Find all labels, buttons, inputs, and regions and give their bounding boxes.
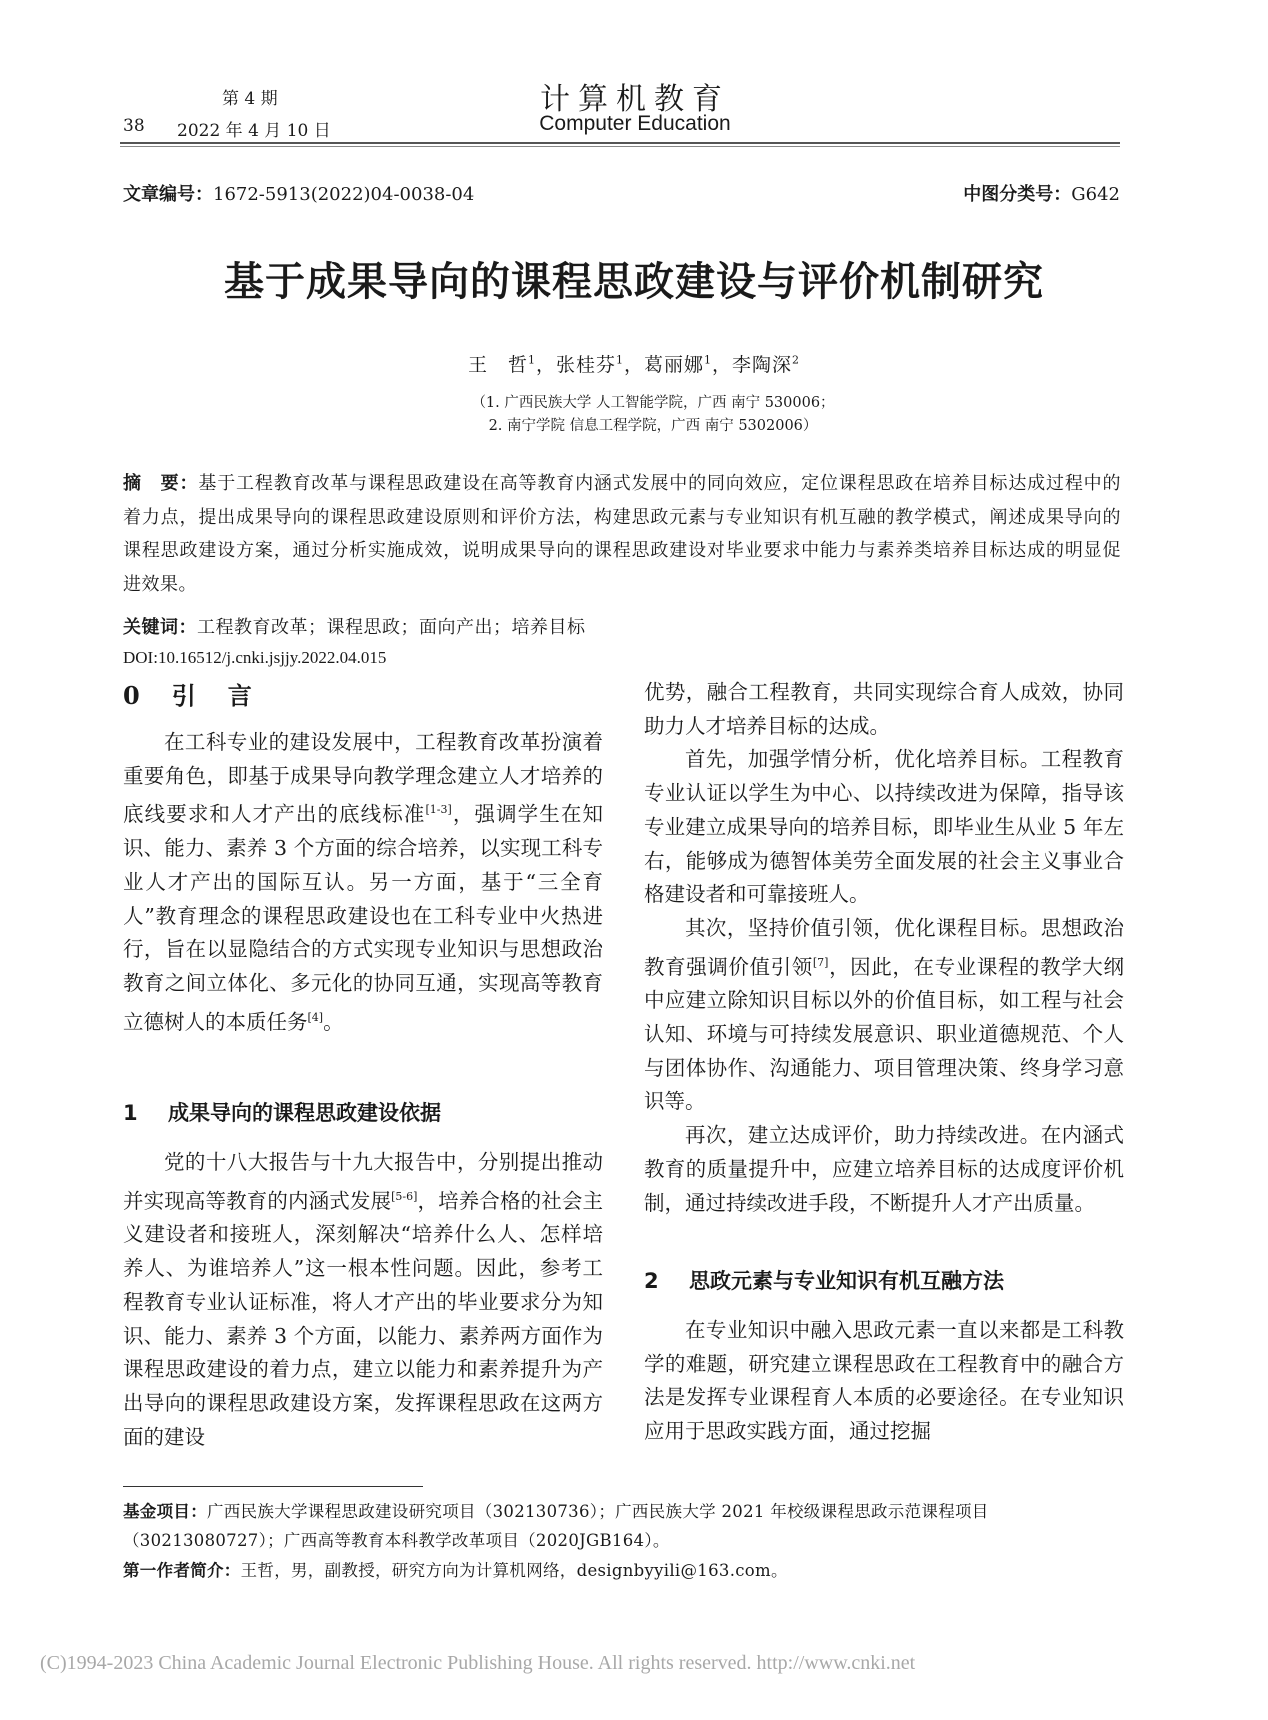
citation: [5-6] <box>391 1189 418 1203</box>
journal-title-cn: 计算机教育 <box>540 82 730 117</box>
section-title: 思政元素与专业知识有机互融方法 <box>689 1269 1004 1293</box>
citation: [4] <box>307 1010 324 1024</box>
paragraph: 优势，融合工程教育，共同实现综合育人成效，协同助力人才培养目标的达成。 <box>644 680 1124 738</box>
paragraph-text: ，培养合格的社会主义建设者和接班人，深刻解决“培养什么人、怎样培养人、为谁培养人”这一根本性问题。因此，参考工程教育专业认证标准，将人才产出的毕业要求分为知识、能力、素养 3 个方面，以能力、素养两方面作为课程思政建设的着力点，建立以能力和素养提升为产出导向的课程思政建设方案，发挥课程思政在这两方面的建设 <box>123 1188 604 1449</box>
header-rule <box>120 142 1120 147</box>
paragraph-text: 。 <box>323 1009 344 1034</box>
author-affiliation-mark: 1 <box>615 353 624 367</box>
funding-text: 广西民族大学课程思政建设研究项目（302130736）；广西民族大学 2021 年校级课程思政示范课程项目（30213080727）；广西高等教育本科教学改革项目（2020JGB164）。 <box>123 1502 989 1550</box>
keywords-label: 关键词： <box>123 617 197 638</box>
section-0-body <box>123 726 603 1039</box>
author-name: 王 哲 <box>467 354 528 376</box>
first-author-note <box>123 1556 1123 1585</box>
paragraph: 首先，加强学情分析，优化培养目标。工程教育专业认证以学生为中心、以持续改进为保障，指导该专业建立成果导向的培养目标，即毕业生从业 5 年左右，能够成为德智体美劳全面发展的社会主义事业合格建设者和可靠接班人。 <box>644 747 1124 907</box>
author-name: 李陶深 <box>732 354 793 376</box>
funding-label: 基金项目： <box>123 1502 207 1521</box>
paragraph-text: ，强调学生在知识、能力、素养 3 个方面的综合培养，以实现工科专业人才产出的国际互认。另一方面，基于“三全育人”教育理念的课程思政建设也在工科专业中火热进行，旨在以显隐结合的方式实现专业知识与思想政治教育之间立体化、多元化的协同互通，实现高等教育立德树人的本质任务 <box>123 802 603 1034</box>
abstract-text: 基于工程教育改革与课程思政建设在高等教育内涵式发展中的同向效应，定位课程思政在培养目标达成过程中的着力点，提出成果导向的课程思政建设原则和评价方法，构建思政元素与专业知识有机互融的教学模式，阐述成果导向的课程思政建设方案，通过分析实施成效，说明成果导向的课程思政建设对毕业要求中能力与素养类培养目标达成的明显促进效果。 <box>123 473 1122 595</box>
paragraph-text: 党的十八大报告与十九大报告中，分别提出推动并实现高等教育的内涵式发展 <box>123 1150 603 1213</box>
issue-number: 第 4 期 <box>222 89 278 109</box>
section-2-body <box>644 1314 1124 1449</box>
footnote-rule <box>123 1486 423 1487</box>
author-affiliation-mark: 1 <box>527 353 536 367</box>
section-title: 成果导向的课程思政建设依据 <box>168 1101 441 1125</box>
author-affiliation-mark: 1 <box>704 353 713 367</box>
author-name: 张桂芬 <box>555 354 616 376</box>
paragraph: 在专业知识中融入思政元素一直以来都是工科教学的难题，研究建立课程思政在工程教育中的融合方法是发挥专业课程育人本质的必要途径。在专业知识应用于思政实践方面，通过挖掘 <box>644 1318 1124 1444</box>
doi: DOI:10.16512/j.cnki.jsjjy.2022.04.015 <box>123 648 387 667</box>
paragraph <box>123 1146 603 1454</box>
keywords-text: 工程教育改革；课程思政；面向产出；培养目标 <box>197 617 586 638</box>
article-number <box>123 180 474 206</box>
article-number-label: 文章编号： <box>123 184 213 205</box>
section-2-heading <box>644 1265 1004 1295</box>
copyright-notice: (C)1994-2023 China Academic Journal Electronic Publishing House. All rights reserved. http://www.cnki.net <box>40 1652 916 1674</box>
article-number-value: 1672-5913(2022)04-0038-04 <box>213 184 475 205</box>
classification-number <box>963 180 1120 206</box>
paragraph <box>644 912 1124 1119</box>
funding-note <box>123 1497 1123 1555</box>
affiliation-1: （1. 广西民族大学 人工智能学院，广西 南宁 530006； <box>471 395 835 411</box>
paragraph: 再次，建立达成评价，助力持续改进。在内涵式教育的质量提升中，应建立培养目标的达成度评价机制，通过持续改进手段，不断提升人才产出质量。 <box>644 1123 1124 1215</box>
first-author-text: 王哲，男，副教授，研究方向为计算机网络，designbyyili@163.com。 <box>240 1561 788 1580</box>
author-list: 王 哲$^1$，张桂芬$^1$，葛丽娜$^1$，李陶深$^2$ <box>467 353 801 376</box>
section-1-heading <box>123 1097 441 1127</box>
paragraph-text: 其次，坚持价值引领，优化课程目标。思想政治教育强调价值引领 <box>644 915 1124 979</box>
keywords <box>123 613 586 639</box>
section-1-body <box>123 1146 603 1454</box>
section-number: 2 <box>644 1269 659 1293</box>
abstract <box>123 467 1121 601</box>
classification-value: G642 <box>1071 184 1120 205</box>
classification-label: 中图分类号： <box>963 184 1072 205</box>
page-number: 38 <box>123 116 145 136</box>
paragraph <box>123 726 603 1039</box>
paragraph-text: 在工科专业的建设发展中，工程教育改革扮演着重要角色，即基于成果导向教学理念建立人才培养的底线要求和人才产出的底线标准 <box>123 730 603 827</box>
first-author-label: 第一作者简介： <box>123 1561 241 1580</box>
abstract-label: 摘 要： <box>123 473 199 494</box>
citation: [1-3] <box>425 803 452 817</box>
affiliation-2: 2. 南宁学院 信息工程学院，广西 南宁 5302006） <box>488 418 818 434</box>
journal-title-en: Computer Education <box>539 112 731 135</box>
section-0-heading: 0 引 言 <box>123 681 256 710</box>
section-number: 1 <box>123 1101 138 1125</box>
paragraph-text: ，因此，在专业课程的教学大纲中应建立除知识目标以外的价值目标，如工程与社会认知、环境与可持续发展意识、职业道德规范、个人与团体协作、沟通能力、项目管理决策、终身学习意识等。 <box>644 954 1124 1114</box>
issue-date: 2022 年 4 月 10 日 <box>177 121 331 141</box>
author-name: 葛丽娜 <box>644 354 705 376</box>
author-affiliation-mark: 2 <box>792 353 801 367</box>
right-column-body <box>644 676 1124 1220</box>
paper-title: 基于成果导向的课程思政建设与评价机制研究 <box>224 259 1044 305</box>
citation: [7] <box>812 955 829 969</box>
